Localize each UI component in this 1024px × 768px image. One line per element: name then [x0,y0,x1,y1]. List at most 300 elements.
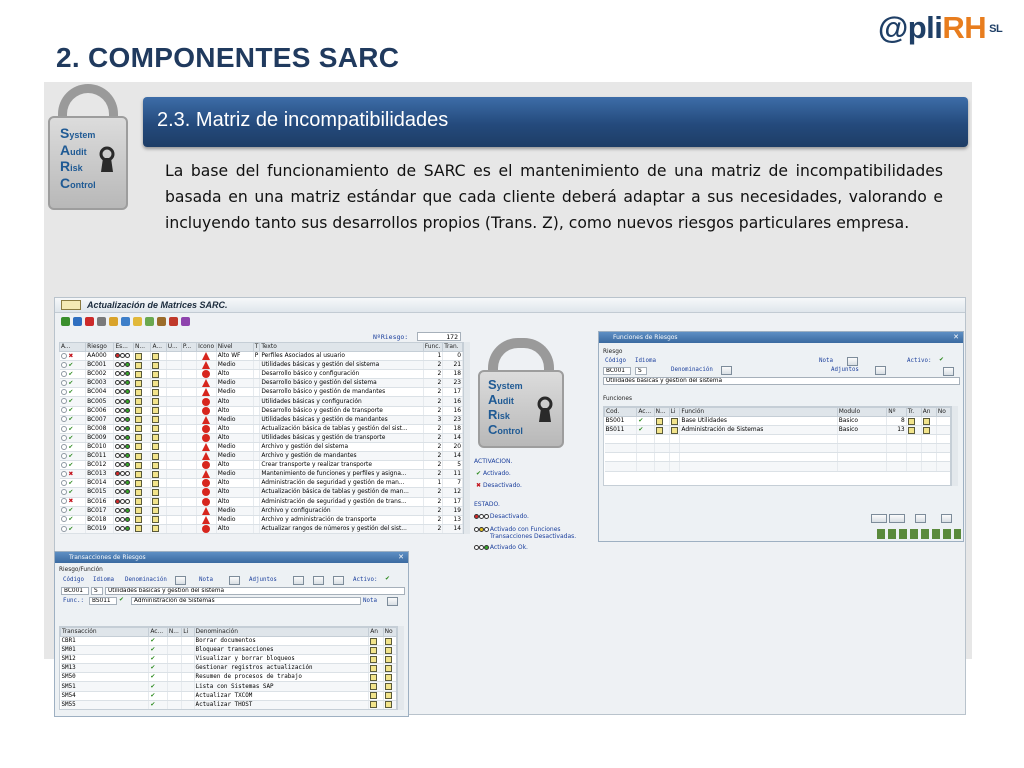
column-header[interactable]: P... [181,343,196,352]
traffic-light-icon [115,371,129,376]
funciones-dialog-title: Funciones de Riesgos [613,334,678,341]
table-row[interactable] [605,444,952,453]
attachment-icon[interactable] [152,443,159,450]
denominacion-edit-button[interactable] [175,576,186,585]
table-row[interactable] [60,497,463,506]
tran-cell: 7 [443,479,463,488]
row-select-radio[interactable] [61,371,67,377]
n-cell: 13 [887,426,906,435]
column-header[interactable]: Nivel [216,343,253,352]
column-header[interactable]: Cod. [605,408,637,417]
nivel-cell: Medio [216,388,253,397]
denominacion-label: Denominación [671,367,713,373]
table-row[interactable] [60,470,463,479]
func-check-icon: ✔ [119,597,124,603]
table-row[interactable] [61,691,398,700]
table-row[interactable] [61,664,398,673]
attachment-icon[interactable] [152,425,159,432]
check-icon: ✔ [68,416,74,423]
note-icon[interactable] [385,656,392,663]
transactions-icon[interactable] [908,427,915,434]
nivel-cell: Alto [216,524,253,533]
transacciones-dialog [54,551,409,717]
column-header[interactable]: An [369,628,383,637]
note-icon[interactable] [135,425,142,432]
texto-cell: Crear transporte y realizar transporte [260,461,423,470]
attachment-icon[interactable] [671,418,678,425]
attachment-icon[interactable] [152,398,159,405]
legend-estado-funciones-2: Transacciones Desactivadas. [490,533,577,540]
transaccion-cell: SM01 [61,646,149,655]
vertical-scrollbar[interactable] [463,342,470,534]
func-label: Func.: [63,598,84,604]
check-icon: ✔ [68,507,74,514]
func-cell: 2 [423,488,443,497]
note-icon[interactable] [135,434,142,441]
note-icon[interactable] [135,498,142,505]
table-row[interactable] [60,352,463,361]
check-icon: ✔ [68,380,74,387]
column-header[interactable]: An [921,408,936,417]
row-select-radio[interactable] [61,362,67,368]
nivel-cell: Medio [216,515,253,524]
attachment-icon[interactable] [152,416,159,423]
column-header[interactable]: Tr. [906,408,921,417]
table-row[interactable] [60,488,463,497]
table-row[interactable] [60,524,463,533]
table-row[interactable] [60,506,463,515]
func-field[interactable]: BS011 [89,597,117,605]
nivel-cell: Medio [216,379,253,388]
nivel-cell: Alto WF [216,352,253,361]
traffic-light-green-icon [474,545,488,550]
row-select-radio[interactable] [61,407,67,413]
texto-cell: Actualizar rangos de números y gestión del sist... [260,524,423,533]
attachment-icon[interactable] [152,453,159,460]
next-button[interactable] [889,514,905,523]
column-header[interactable]: A... [60,343,86,352]
note-icon[interactable] [135,507,142,514]
column-header[interactable]: No [936,408,951,417]
attachment-icon[interactable] [152,471,159,478]
row-select-radio[interactable] [61,444,67,450]
funciones-button[interactable] [313,576,324,585]
tran-cell: 18 [443,424,463,433]
riesgo-cell: BC001 [86,361,114,370]
column-header[interactable]: Nº [887,408,906,417]
close-icon[interactable]: ✕ [953,333,959,341]
table-row[interactable] [61,637,398,646]
func-cell: 2 [423,524,443,533]
idioma-field[interactable]: S [635,367,647,375]
note-icon[interactable] [135,398,142,405]
column-header[interactable]: U... [166,343,181,352]
note-icon[interactable] [135,443,142,450]
table-row[interactable] [60,424,463,433]
column-header[interactable]: Ac... [149,628,167,637]
texto-cell: Utilidades básicas y configuración [260,397,423,406]
annotation-icon[interactable] [370,674,377,681]
table-row[interactable] [60,515,463,524]
transaccion-cell: SM50 [61,673,149,682]
attachment-icon[interactable] [152,353,159,360]
note-icon[interactable] [135,407,142,414]
idioma-field[interactable]: S [91,587,103,595]
table-row[interactable] [61,655,398,664]
check-icon: ✔ [149,664,167,673]
annotation-icon[interactable] [370,638,377,645]
func-nota-button[interactable] [387,597,398,606]
note-icon[interactable] [135,471,142,478]
group-funciones-label: Funciones [603,396,632,402]
column-header[interactable]: Li [182,628,194,637]
table-row[interactable] [60,452,463,461]
column-header[interactable]: Tran. [443,343,463,352]
funciones-table [603,406,951,486]
stop-icon [202,488,210,496]
nivel-cell: Medio [216,415,253,424]
tran-cell: 5 [443,461,463,470]
note-icon[interactable] [385,683,392,690]
func-cell: 2 [423,470,443,479]
keyhole-icon [536,396,554,426]
note-icon[interactable] [656,427,663,434]
riesgo-edit-button[interactable] [943,367,954,376]
descripcion-field[interactable]: Utilidades básicas y gestión del sistema [603,377,960,385]
prev-button[interactable] [871,514,887,523]
texto-cell: Utilidades básicas y gestión del sistema [260,361,423,370]
note-icon[interactable] [385,692,392,699]
cancel-icon[interactable] [85,317,94,326]
note-icon[interactable] [135,489,142,496]
note-icon[interactable] [385,647,392,654]
tran-cell: 17 [443,497,463,506]
row-select-radio[interactable] [61,353,67,359]
column-header[interactable]: N... [654,408,669,417]
note-icon[interactable] [385,638,392,645]
attachment-icon[interactable] [152,489,159,496]
table-row[interactable] [60,388,463,397]
table-row[interactable] [60,361,463,370]
func-nota-label: Nota [363,598,377,604]
adjuntos-button[interactable] [293,576,304,585]
row-select-radio[interactable] [61,398,67,404]
column-header[interactable]: Riesgo [86,343,114,352]
row-select-radio[interactable] [61,453,67,459]
texto-cell: Mantenimiento de funciones y perfiles y asigna... [260,470,423,479]
check-icon: ✔ [68,398,74,405]
note-icon[interactable] [385,674,392,681]
traffic-light-icon [115,353,129,358]
table-row[interactable] [605,417,952,426]
table-row[interactable] [605,462,952,471]
note-icon[interactable] [385,701,392,708]
stop-icon [202,425,210,433]
note-icon[interactable] [135,416,142,423]
traffic-light-icon [115,517,129,522]
column-header[interactable]: A... [151,343,166,352]
check-icon: ✔ [68,480,74,487]
attachment-icon[interactable] [671,427,678,434]
column-header[interactable]: Texto [260,343,423,352]
row-select-radio[interactable] [61,416,67,422]
traffic-light-icon [115,417,129,422]
func-cell: 1 [423,479,443,488]
attach-button[interactable] [333,576,344,585]
stop-icon [202,370,210,378]
row-select-radio[interactable] [61,516,67,522]
denominacion-edit-button[interactable] [721,366,732,375]
funciones-dialog-title-bar [599,332,963,343]
table-row[interactable] [605,453,952,462]
column-header[interactable]: Li [669,408,680,417]
traffic-light-icon [115,380,129,385]
note-icon[interactable] [135,516,142,523]
func-cell: 2 [423,452,443,461]
denominacion-label: Denominación [125,577,167,583]
column-header[interactable]: N... [167,628,181,637]
riesgo-cell: BC015 [86,488,114,497]
nota-label: Nota [819,358,833,364]
menu-icon[interactable] [61,300,81,310]
warning-icon [202,516,210,524]
table-row[interactable] [60,379,463,388]
transaccion-cell: SM13 [61,664,149,673]
annotation-icon[interactable] [370,701,377,708]
attachment-icon[interactable] [152,498,159,505]
note-icon[interactable] [135,453,142,460]
attachment-icon[interactable] [152,462,159,469]
table-row[interactable] [60,370,463,379]
traffic-light-icon [115,499,129,504]
codigo-field[interactable]: BC001 [61,587,89,595]
row-select-radio[interactable] [61,380,67,386]
func-cell: 2 [423,497,443,506]
check-icon: ✔ [68,516,74,523]
t-cell: P [254,353,259,360]
warning-icon [202,352,210,360]
texto-cell: Administración de seguridad y gestión de trans... [260,497,423,506]
riesgo-cell: BC011 [86,452,114,461]
nivel-cell: Alto [216,406,253,415]
check-icon: ✔ [149,700,167,709]
note-icon[interactable] [385,665,392,672]
nota-button[interactable] [847,357,858,366]
table-row[interactable] [60,433,463,442]
attachment-icon[interactable] [152,434,159,441]
traffic-light-icon [115,444,129,449]
check-icon: ✔ [68,444,74,451]
attachment-icon[interactable] [152,407,159,414]
column-header[interactable]: Es... [114,343,134,352]
annotation-icon[interactable] [923,418,930,425]
func-cell: 2 [423,361,443,370]
riesgo-cell: BC019 [86,524,114,533]
row-select-radio[interactable] [61,471,67,477]
tran-cell: 16 [443,406,463,415]
row-select-radio[interactable] [61,426,67,432]
riesgo-cell: BC018 [86,515,114,524]
descripcion-field[interactable]: Utilidades básicas y gestión del sistema [105,587,405,595]
codigo-field[interactable]: BC001 [603,367,631,375]
edit-icon[interactable] [133,317,142,326]
legend-activado: Activado. [482,470,511,477]
traffic-light-icon [115,389,129,394]
group-riesgo-label: Riesgo [603,349,623,355]
row-select-radio[interactable] [61,526,67,532]
column-header[interactable]: Func. [423,343,443,352]
note-icon[interactable] [135,371,142,378]
row-select-radio[interactable] [61,507,67,513]
settings-icon[interactable] [181,317,190,326]
note-icon[interactable] [135,353,142,360]
table-row[interactable] [60,442,463,451]
column-header[interactable]: Transacción [61,628,149,637]
refresh-button[interactable] [941,514,952,523]
riesgo-cell: BC014 [86,479,114,488]
funcion-cell: Administración de Sistemas [680,426,837,435]
annotation-icon[interactable] [370,683,377,690]
column-header[interactable]: Icono [197,343,217,352]
denominacion-cell: Gestionar registros actualización [194,664,369,673]
nivel-cell: Alto [216,370,253,379]
adjuntos-button[interactable] [875,366,886,375]
texto-cell: Desarrollo básico y gestión del sistema [260,379,423,388]
idioma-label: Idioma [635,358,656,364]
nivel-cell: Alto [216,433,253,442]
column-header[interactable]: Denominación [194,628,369,637]
nivel-cell: Alto [216,397,253,406]
check-icon: ✔ [68,426,74,433]
note-icon[interactable] [656,418,663,425]
note-icon[interactable] [135,389,142,396]
row-select-radio[interactable] [61,489,67,495]
stop-icon [202,407,210,415]
details-icon[interactable] [121,317,130,326]
texto-cell: Utilidades básicas y gestión de transporte [260,433,423,442]
table-row[interactable] [605,426,952,435]
annotation-icon[interactable] [370,692,377,699]
n-cell: 8 [887,417,906,426]
nivel-cell: Medio [216,452,253,461]
table-row[interactable] [605,435,952,444]
warning-icon [202,361,210,369]
attachment-icon[interactable] [152,480,159,487]
row-select-radio[interactable] [61,480,67,486]
row-select-radio[interactable] [61,462,67,468]
funciones-dialog [598,331,964,542]
table-row[interactable] [60,397,463,406]
attachment-icon[interactable] [152,362,159,369]
transactions-icon[interactable] [908,418,915,425]
annotation-icon[interactable] [370,656,377,663]
tran-cell: 21 [443,361,463,370]
check-icon: ✔ [68,362,74,369]
traffic-light-icon [115,426,129,431]
column-header[interactable]: No [383,628,397,637]
texto-cell: Archivo y gestión de mandantes [260,452,423,461]
func-desc-field[interactable]: Administración de Sistemas [131,597,361,605]
table-row[interactable] [60,461,463,470]
check-icon: ✔ [68,407,74,414]
find-icon[interactable] [109,317,118,326]
note-icon[interactable] [135,380,142,387]
attachment-icon[interactable] [152,525,159,532]
attachment-icon[interactable] [152,371,159,378]
tran-cell: 17 [443,388,463,397]
traffic-light-icon [115,453,129,458]
table-row[interactable] [60,415,463,424]
table-row[interactable] [61,673,398,682]
print-icon[interactable] [97,317,106,326]
warning-icon [202,416,210,424]
check-icon: ✔ [149,673,167,682]
warning-icon [202,388,210,396]
riesgo-cell: BC004 [86,388,114,397]
check-icon: ✔ [149,646,167,655]
riesgo-cell: BC017 [86,506,114,515]
description-paragraph: La base del funcionamiento de SARC es el mantenimiento de una matriz de incompatibilidades basada en una matriz estándar que cada cliente deberá adaptar a sus necesidades, valorando e incluyendo tanto sus desarrollos propios (Trans. Z), como nuevos riesgos particulares empresa. [165,162,943,232]
table-row[interactable] [61,682,398,691]
row-select-radio[interactable] [61,498,67,504]
funciones-scrollbar[interactable] [951,406,958,486]
column-header[interactable]: N... [134,343,151,352]
table-row[interactable] [61,646,398,655]
table-row[interactable] [60,406,463,415]
annotation-icon[interactable] [370,665,377,672]
check-icon: ✔ [68,453,74,460]
delete-icon[interactable] [169,317,178,326]
note-icon[interactable] [135,480,142,487]
cross-icon: ✖ [68,498,74,505]
nivel-cell: Medio [216,506,253,515]
attachment-icon[interactable] [152,389,159,396]
attachment-icon[interactable] [152,516,159,523]
transacciones-scrollbar[interactable] [397,626,404,710]
table-row[interactable] [61,700,398,709]
codigo-label: Código [63,577,84,583]
close-icon[interactable]: ✕ [398,553,404,561]
riesgo-cell: BC013 [86,470,114,479]
save-icon[interactable] [61,317,70,326]
note-icon[interactable] [135,362,142,369]
func-cell: 1 [423,352,443,361]
create-icon[interactable] [145,317,154,326]
back-icon[interactable] [73,317,82,326]
attachment-icon[interactable] [152,507,159,514]
column-header[interactable]: Modulo [837,408,887,417]
table-row[interactable] [60,479,463,488]
annotation-icon[interactable] [923,427,930,434]
annotation-icon[interactable] [370,647,377,654]
attachment-icon[interactable] [152,380,159,387]
row-select-radio[interactable] [61,389,67,395]
denominacion-cell: Resumen de procesos de trabajo [194,673,369,682]
func-cell: 2 [423,397,443,406]
note-icon[interactable] [135,525,142,532]
sarc-lock-logo: System Audit Risk Control [48,84,128,210]
tran-cell: 23 [443,415,463,424]
transacciones-button[interactable] [915,514,926,523]
column-header[interactable]: Función [680,408,837,417]
row-select-radio[interactable] [61,435,67,441]
copy-icon[interactable] [157,317,166,326]
nota-button[interactable] [229,576,240,585]
column-header[interactable]: Ac... [637,408,654,417]
note-icon[interactable] [135,462,142,469]
column-header[interactable]: T [254,344,259,350]
funciones-toolbar[interactable] [877,529,961,539]
